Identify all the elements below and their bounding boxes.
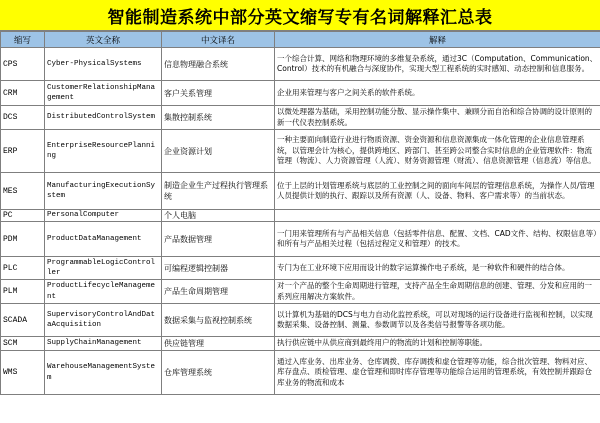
cell-chinese-name: 企业资源计划 [162,130,275,173]
cell-chinese-name: 集散控制系统 [162,106,275,130]
cell-explanation: 以微处理器为基础，采用控制功能分散、显示操作集中、兼顾分而自治和综合协调的设计原则的新一代仪表控制系统。 [275,106,600,130]
cell-explanation: 企业用来管理与客户之间关系的软件系统。 [275,81,600,106]
cell-explanation [275,210,600,222]
cell-full-name: PersonalComputer [45,210,162,222]
cell-chinese-name: 供应链管理 [162,337,275,351]
cell-explanation: 一种主要面向制造行业进行物质资源、资金资源和信息资源集成一体化管理的企业信息管理系统，以管理会计为核心，提供跨地区、跨部门、甚至跨公司整合实时信息的企业管理软件：物流管理（物流）、人力资源管理（人流）、财务资源管理（财流）、信息资源管理（信息流）等信息。 [275,130,600,173]
cell-chinese-name: 可编程逻辑控制器 [162,257,275,280]
cell-abbr: MES [1,173,45,210]
cell-chinese-name: 产品生命周期管理 [162,280,275,304]
cell-full-name: ProductLifecycleManagement [45,280,162,304]
cell-chinese-name: 数据采集与监视控制系统 [162,304,275,337]
table-row [1,351,600,395]
table-row [1,106,600,130]
cell-explanation: 以计算机为基础的DCS与电力自动化监控系统，可以对现场的运行设备进行监视和控制，以实现数据采集、设备控制、测量、参数调节以及各类信号报警等各项功能。 [275,304,600,337]
cell-abbr: PLM [1,280,45,304]
cell-chinese-name: 仓库管理系统 [162,351,275,395]
table-row [1,81,600,106]
cell-full-name: WarehouseManagementSystem [45,351,162,395]
cell-full-name: CustomerRelationshipManagement [45,81,162,106]
header-row [1,32,600,48]
cell-abbr: DCS [1,106,45,130]
cell-chinese-name: 客户关系管理 [162,81,275,106]
table-row [1,173,600,210]
header-full-name: 英文全称 [45,32,162,48]
cell-chinese-name: 制造企业生产过程执行管理系统 [162,173,275,210]
table-row [1,48,600,81]
cell-full-name: ProductDataManagement [45,222,162,257]
cell-chinese-name: 个人电脑 [162,210,275,222]
table-row [1,130,600,173]
table-row [1,337,600,351]
header-chinese-name: 中文译名 [162,32,275,48]
cell-explanation: 一门用来管理所有与产品相关信息（包括零件信息、配置、文档、CAD文件、结构、权限信息等）和所有与产品相关过程（包括过程定义和管理）的技术。 [275,222,600,257]
cell-full-name: EnterpriseResourcePlanning [45,130,162,173]
cell-explanation: 通过入库业务、出库业务、仓库调拨、库存调拨和虚仓管理等功能，综合批次管理、物料对应、库存盘点、质检管理、虚仓管理和即时库存管理等功能综合运用的管理系统，有效控制并跟踪仓库业务的物流和成本 [275,351,600,395]
cell-abbr: PDM [1,222,45,257]
cell-full-name: SupervisoryControlAndDataAcquisition [45,304,162,337]
cell-explanation: 专门为在工业环境下应用而设计的数字运算操作电子系统，是一种软件和硬件的结合体。 [275,257,600,280]
cell-abbr: CPS [1,48,45,81]
cell-chinese-name: 产品数据管理 [162,222,275,257]
cell-full-name: ManufacturingExecutionSystem [45,173,162,210]
table-row [1,280,600,304]
cell-abbr: ERP [1,130,45,173]
header-explanation: 解释 [275,32,600,48]
cell-abbr: PC [1,210,45,222]
cell-chinese-name: 信息物理融合系统 [162,48,275,81]
cell-abbr: PLC [1,257,45,280]
cell-explanation: 执行供应链中从供应商到最终用户的物流的计划和控制等职能。 [275,337,600,351]
cell-full-name: Cyber-PhysicalSystems [45,48,162,81]
cell-explanation: 位于上层的计划管理系统与底层的工业控制之间的面向车间层的管理信息系统，为操作人员/管理人员提供计划的执行、跟踪以及所有资源（人、设备、物料、客户需求等）的当前状态。 [275,173,600,210]
table-row [1,257,600,280]
cell-full-name: ProgrammableLogicController [45,257,162,280]
table-row [1,222,600,257]
cell-abbr: WMS [1,351,45,395]
header-abbr: 缩写 [1,32,45,48]
table-row [1,304,600,337]
table-row [1,210,600,222]
cell-full-name: DistributedControlSystem [45,106,162,130]
cell-abbr: SCM [1,337,45,351]
cell-full-name: SupplyChainManagement [45,337,162,351]
cell-explanation: 一个综合计算、网络和物理环境的多维复杂系统，通过3C（Computation、Communication、Control）技术的有机融合与深度协作，实现大型工程系统的实时感知、动态控制和信息服务。 [275,48,600,81]
title-bar [0,0,600,31]
cell-abbr: CRM [1,81,45,106]
cell-abbr: SCADA [1,304,45,337]
glossary-table [0,31,600,395]
cell-explanation: 对一个产品的整个生命周期进行管理，支持产品全生命周期信息的创建、管理、分发和应用的一系列应用解决方案软件。 [275,280,600,304]
page-title: 智能制造系统中部分英文缩写专有名词解释汇总表 [107,7,493,28]
